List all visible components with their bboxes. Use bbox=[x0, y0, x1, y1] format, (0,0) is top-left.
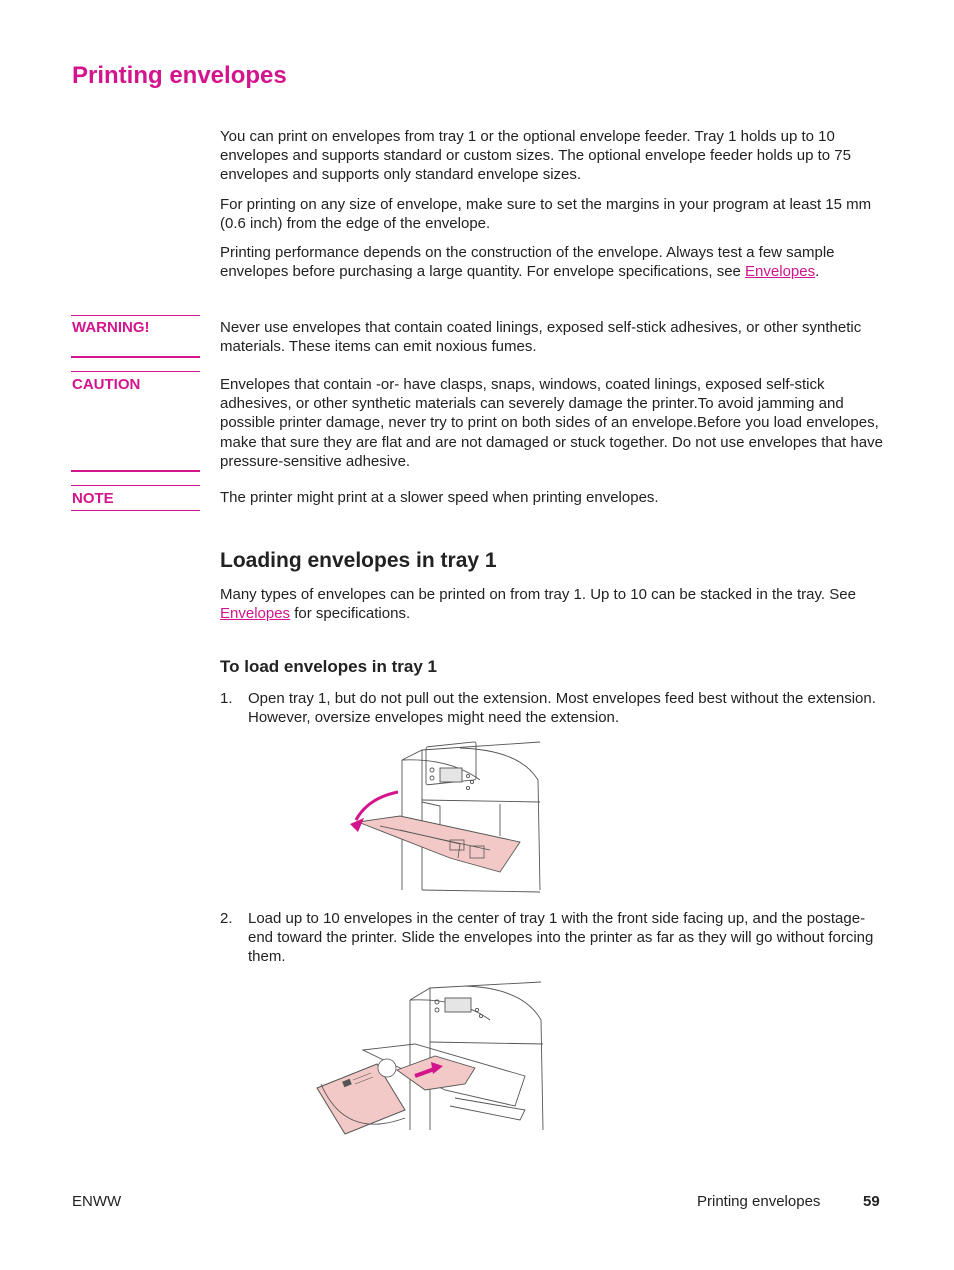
note-bottom-rule bbox=[71, 510, 200, 511]
footer-left: ENWW bbox=[72, 1193, 122, 1210]
step-1-text: Open tray 1, but do not pull out the extension. Most envelopes feed best without the extension. However, oversize envelopes might need the extension. bbox=[248, 690, 876, 727]
envelopes-link[interactable]: Envelopes bbox=[745, 263, 816, 281]
printer-tray-open-illustration bbox=[340, 740, 545, 895]
step-2-text: Load up to 10 envelopes in the center of tray 1 with the front side facing up, and the postage-end toward the printer. Slide the envelopes into the printer as far as they will go without forcing them. bbox=[248, 910, 874, 966]
envelopes-link-2[interactable]: Envelopes bbox=[220, 605, 291, 623]
tray-shape bbox=[358, 816, 520, 872]
note-top-rule bbox=[71, 485, 200, 486]
note-label: NOTE bbox=[72, 490, 114, 507]
caution-bottom-rule bbox=[71, 470, 200, 472]
note-text: The printer might print at a slower speed when printing envelopes. bbox=[220, 489, 659, 506]
performance-text: Printing performance depends on the construction of the envelope. Always test a few sample envelopes before purchasing a large quantity. For envelope specifications, see bbox=[220, 244, 835, 281]
subsection-heading: To load envelopes in tray 1 bbox=[220, 657, 437, 676]
warning-top-rule bbox=[71, 315, 200, 316]
section-heading: Loading envelopes in tray 1 bbox=[220, 549, 497, 572]
performance-paragraph bbox=[220, 243, 885, 281]
footer-page-number bbox=[863, 1193, 880, 1210]
caution-top-rule bbox=[71, 371, 200, 372]
section-paragraph bbox=[220, 585, 885, 623]
footer-section: Printing envelopes bbox=[697, 1193, 821, 1210]
page-title: Printing envelopes bbox=[72, 62, 287, 89]
intro-paragraph-1: You can print on envelopes from tray 1 or the optional envelope feeder. Tray 1 holds up to 10 envelopes and supports standard or custom sizes. The optional envelope feeder holds up to 75 envelopes and supports only standard envelope sizes. bbox=[220, 128, 851, 184]
envelope-stack bbox=[397, 1056, 475, 1090]
page-number: 59 bbox=[863, 1193, 880, 1210]
warning-bottom-rule bbox=[71, 356, 200, 358]
step-2-number: 2. bbox=[220, 910, 233, 927]
performance-end: . bbox=[815, 263, 820, 281]
caution-label: CAUTION bbox=[72, 376, 141, 393]
warning-label: WARNING! bbox=[72, 319, 150, 336]
warning-text: Never use envelopes that contain coated linings, exposed self-stick adhesives, or other synthetic materials. These items can emit noxious fumes. bbox=[220, 319, 862, 356]
open-arrow bbox=[356, 792, 398, 820]
section-text-after: for specifications. bbox=[290, 605, 411, 623]
caution-text: Envelopes that contain -or- have clasps, snaps, windows, coated linings, exposed self-stick adhesives, or other synthetic materials can severely damage the printer.To avoid jamming and possible printer damage, never try to print on both sides of an envelope.Before you load envelopes, make that sure they are flat and are not damaged or stuck together. Do not use envelopes that have pressure-sensitive adhesive. bbox=[220, 376, 883, 470]
section-text-before: Many types of envelopes can be printed on from tray 1. Up to 10 can be stacked in the tray. See bbox=[220, 586, 856, 603]
step-1-number: 1. bbox=[220, 690, 233, 707]
load-envelopes-illustration bbox=[315, 980, 545, 1135]
intro-paragraph-2: For printing on any size of envelope, make sure to set the margins in your program at least 15 mm (0.6 inch) from the edge of the envelope. bbox=[220, 196, 872, 233]
